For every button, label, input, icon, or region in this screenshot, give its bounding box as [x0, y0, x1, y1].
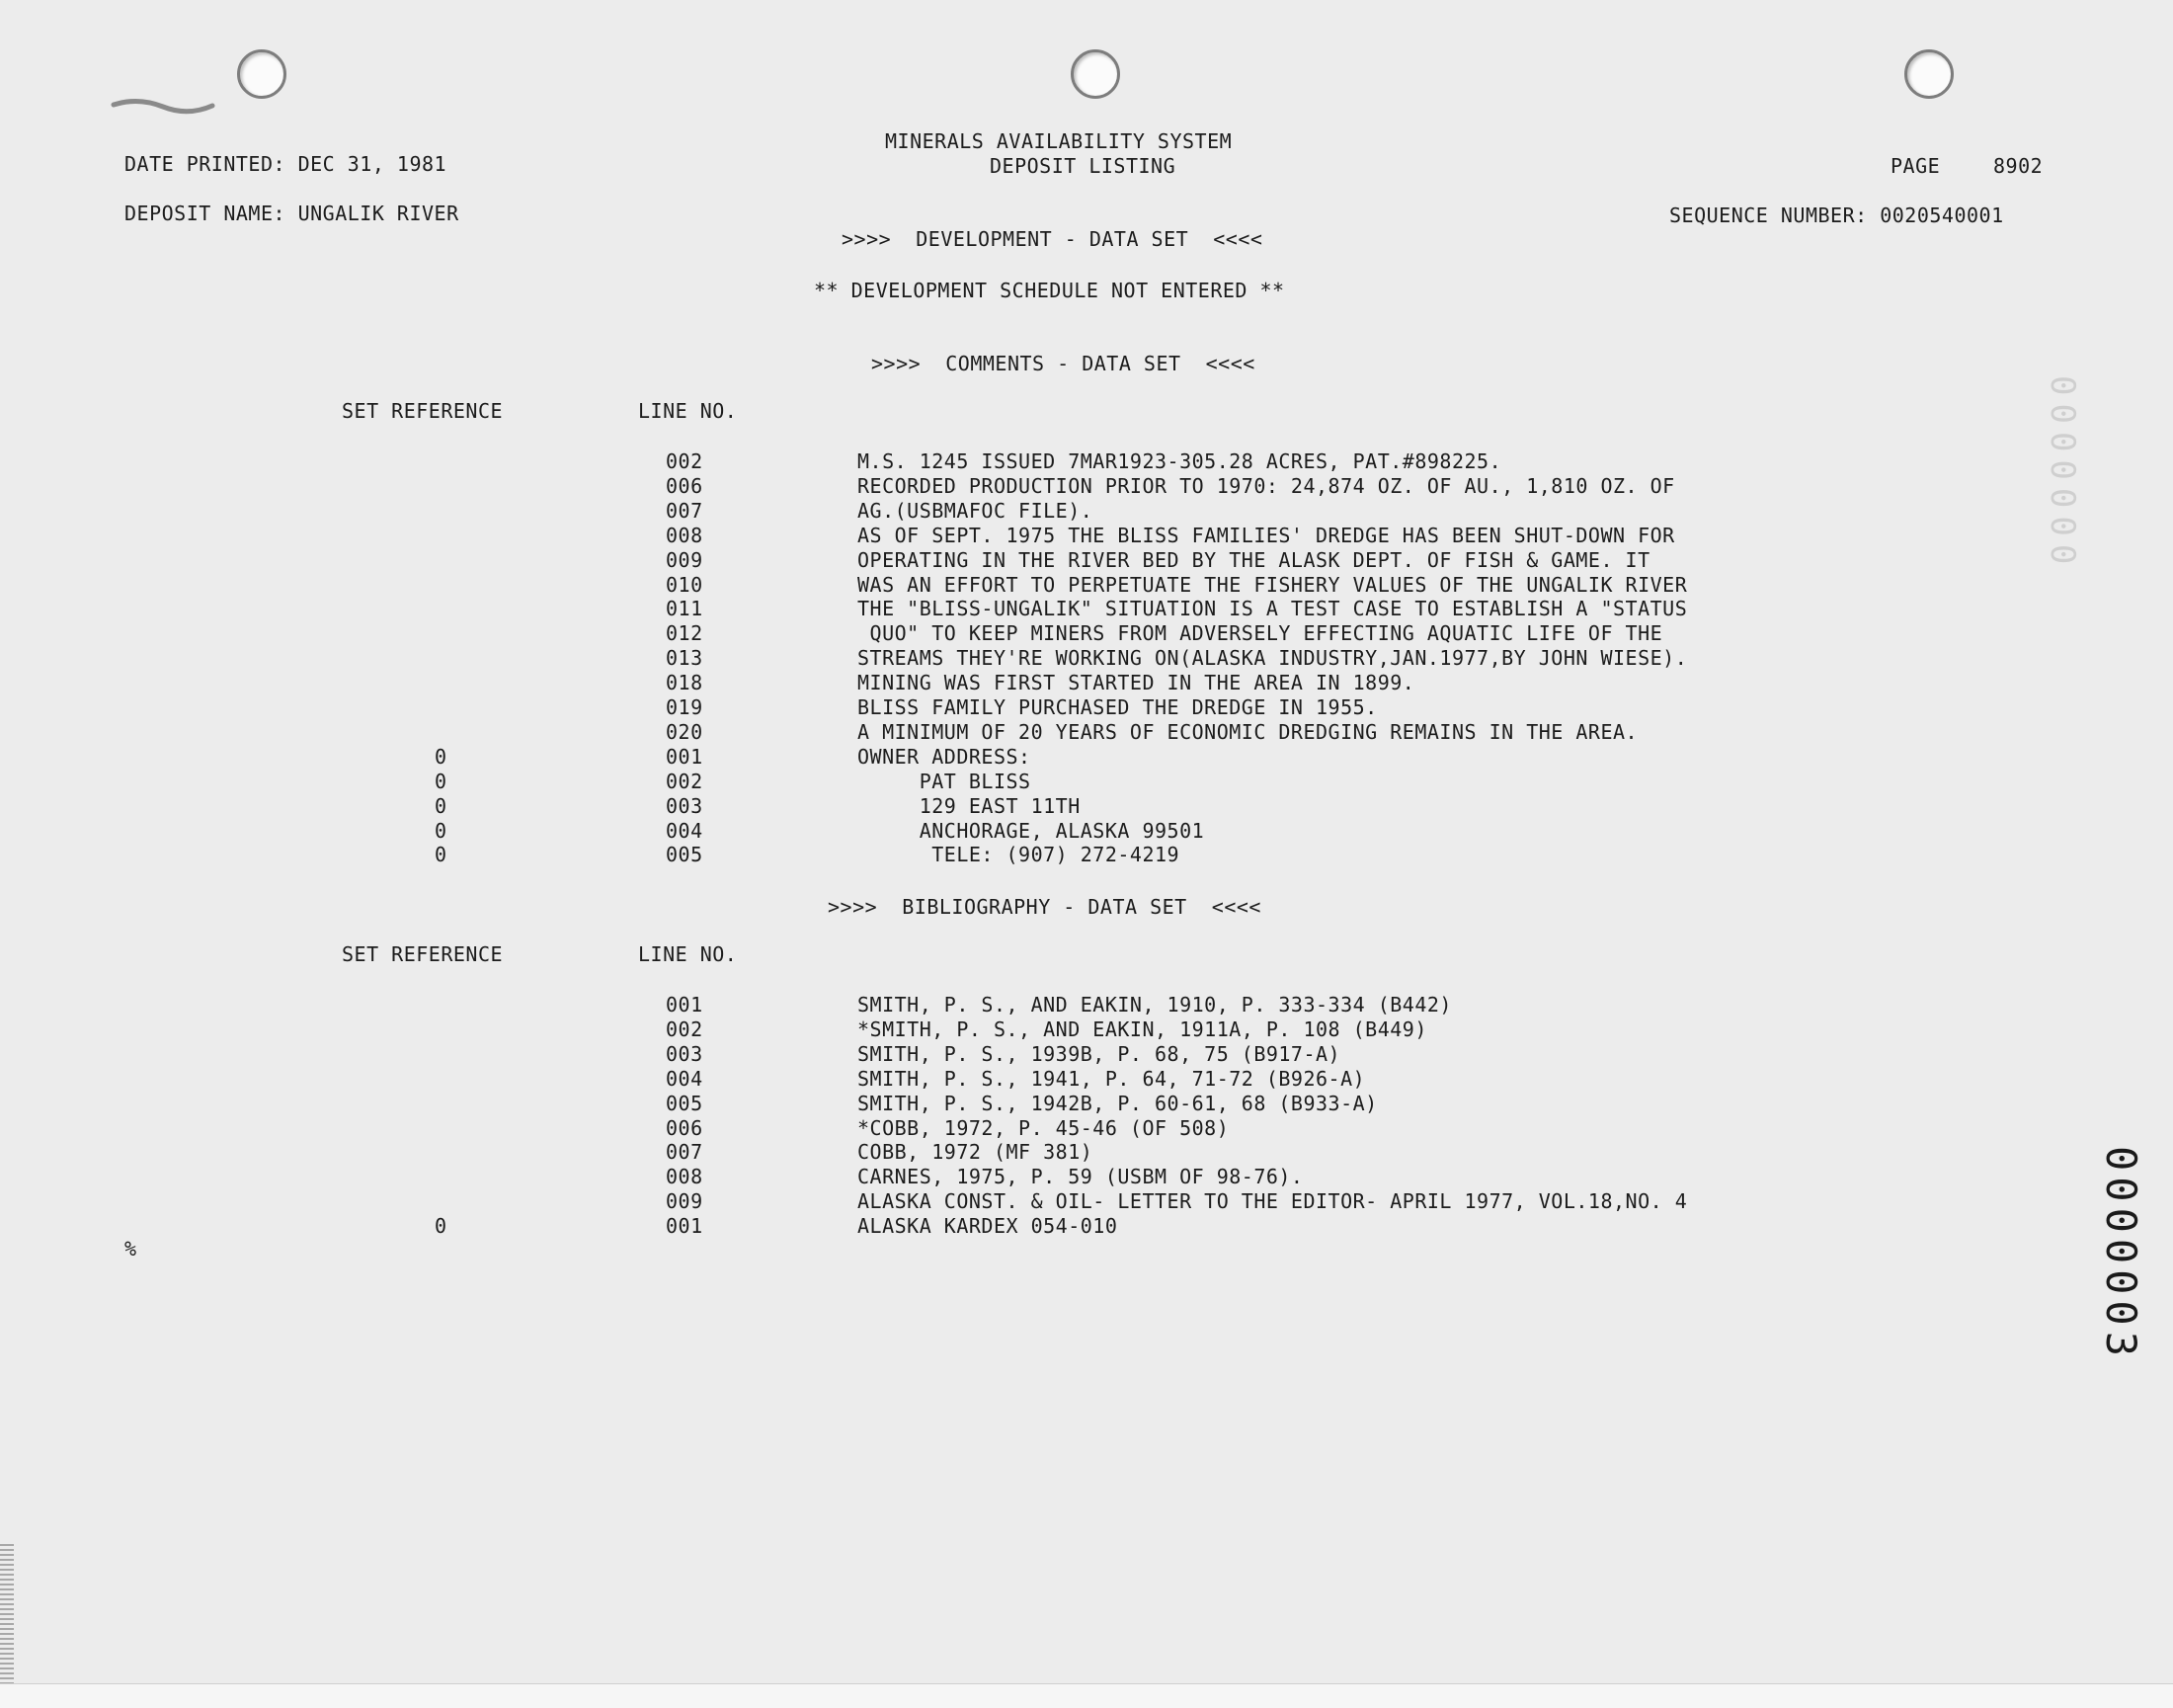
comment-text-cell: THE "BLISS-UNGALIK" SITUATION IS A TEST CASE TO ESTABLISH A "STATUS: [857, 597, 1688, 621]
comment-text-cell: STREAMS THEY'RE WORKING ON(ALASKA INDUSTRY,JAN.1977,BY JOHN WIESE).: [857, 646, 1688, 671]
set-reference-cell: 0: [435, 843, 447, 867]
line-number-cell: 005: [666, 1091, 703, 1115]
line-number-cell: 006: [666, 1115, 703, 1140]
line-number-cell: 003: [666, 1041, 703, 1066]
line-number-cell: 002: [666, 449, 703, 473]
line-number-cell: 002: [666, 1017, 703, 1041]
line-number-cell: 008: [666, 1165, 703, 1189]
bibliography-row: [0, 1140, 2173, 1165]
bibliography-col-line-no: LINE NO.: [638, 942, 738, 966]
comment-text-cell: TELE: (907) 272-4219: [857, 843, 1180, 867]
comments-row: [0, 524, 2173, 548]
comments-row: [0, 671, 2173, 695]
comments-row: [0, 720, 2173, 745]
comments-col-line-no: LINE NO.: [638, 399, 738, 423]
development-status: ** DEVELOPMENT SCHEDULE NOT ENTERED **: [814, 279, 1285, 302]
comments-row: [0, 621, 2173, 646]
comment-text-cell: OWNER ADDRESS:: [857, 744, 1031, 769]
comment-text-cell: RECORDED PRODUCTION PRIOR TO 1970: 24,874 OZ. OF AU., 1,810 OZ. OF: [857, 473, 1675, 498]
comment-text-cell: ANCHORAGE, ALASKA 99501: [857, 818, 1205, 843]
comments-row: [0, 499, 2173, 524]
page-label: PAGE: [1891, 154, 1941, 178]
bibliography-row: [0, 1067, 2173, 1092]
margin-faint-number: 0000000: [2043, 375, 2082, 573]
bibliography-row: [0, 993, 2173, 1017]
comment-text-cell: MINING WAS FIRST STARTED IN THE AREA IN 1899.: [857, 671, 1415, 695]
comments-row: [0, 646, 2173, 671]
set-reference-cell: 0: [435, 793, 447, 818]
comment-text-cell: BLISS FAMILY PURCHASED THE DREDGE IN 1955.: [857, 695, 1378, 719]
comment-text-cell: CARNES, 1975, P. 59 (USBM OF 98-76).: [857, 1165, 1304, 1189]
line-number-cell: 004: [666, 1066, 703, 1091]
set-reference-cell: 0: [435, 744, 447, 769]
comments-row: [0, 695, 2173, 720]
page-number: 8902: [1993, 154, 2044, 178]
comment-text-cell: ALASKA CONST. & OIL- LETTER TO THE EDITOR- APRIL 1977, VOL.18,NO. 4: [857, 1189, 1688, 1214]
pen-mark: [109, 95, 217, 117]
bibliography-row: [0, 1214, 2173, 1239]
comments-row: [0, 573, 2173, 598]
line-number-cell: 003: [666, 793, 703, 818]
comments-row: [0, 770, 2173, 794]
comment-text-cell: SMITH, P. S., 1942B, P. 60-61, 68 (B933-A): [857, 1091, 1378, 1115]
line-number-cell: 008: [666, 523, 703, 547]
line-number-cell: 009: [666, 547, 703, 572]
comment-text-cell: WAS AN EFFORT TO PERPETUATE THE FISHERY VALUES OF THE UNGALIK RIVER: [857, 572, 1688, 597]
punch-hole-center: [1071, 49, 1120, 99]
comment-text-cell: ALASKA KARDEX 054-010: [857, 1214, 1118, 1239]
comments-row: [0, 449, 2173, 474]
line-number-cell: 007: [666, 1140, 703, 1165]
comment-text-cell: *COBB, 1972, P. 45-46 (OF 508): [857, 1115, 1230, 1140]
bibliography-row: [0, 1189, 2173, 1214]
comments-heading: >>>> COMMENTS - DATA SET <<<<: [871, 352, 1255, 375]
line-number-cell: 009: [666, 1189, 703, 1214]
comment-text-cell: QUO" TO KEEP MINERS FROM ADVERSELY EFFECTING AQUATIC LIFE OF THE: [857, 621, 1663, 646]
comments-row: [0, 794, 2173, 819]
punch-hole-left: [237, 49, 286, 99]
deposit-name: DEPOSIT NAME: UNGALIK RIVER: [124, 202, 459, 225]
bibliography-row: [0, 1042, 2173, 1067]
punch-hole-right: [1904, 49, 1954, 99]
bibliography-col-set-reference: SET REFERENCE: [342, 942, 504, 966]
comments-row: [0, 548, 2173, 573]
listing-title: DEPOSIT LISTING: [990, 154, 1176, 178]
comments-row: [0, 843, 2173, 867]
comment-text-cell: OPERATING IN THE RIVER BED BY THE ALASK DEPT. OF FISH & GAME. IT: [857, 547, 1650, 572]
date-printed: DATE PRINTED: DEC 31, 1981: [124, 152, 447, 176]
line-number-cell: 001: [666, 993, 703, 1017]
line-number-cell: 020: [666, 719, 703, 744]
end-marker: %: [124, 1237, 137, 1261]
comment-text-cell: *SMITH, P. S., AND EAKIN, 1911A, P. 108 (B449): [857, 1017, 1427, 1041]
comments-col-set-reference: SET REFERENCE: [342, 399, 504, 423]
comments-row: [0, 745, 2173, 770]
system-title: MINERALS AVAILABILITY SYSTEM: [885, 129, 1233, 153]
line-number-cell: 012: [666, 621, 703, 646]
comment-text-cell: SMITH, P. S., 1939B, P. 68, 75 (B917-A): [857, 1041, 1341, 1066]
line-number-cell: 011: [666, 597, 703, 621]
bibliography-heading: >>>> BIBLIOGRAPHY - DATA SET <<<<: [828, 895, 1261, 919]
sequence-number: SEQUENCE NUMBER: 0020540001: [1669, 203, 2004, 227]
line-number-cell: 007: [666, 498, 703, 523]
comment-text-cell: 129 EAST 11TH: [857, 793, 1081, 818]
set-reference-cell: 0: [435, 1214, 447, 1239]
comment-text-cell: COBB, 1972 (MF 381): [857, 1140, 1093, 1165]
comment-text-cell: AS OF SEPT. 1975 THE BLISS FAMILIES' DREDGE HAS BEEN SHUT-DOWN FOR: [857, 523, 1675, 547]
set-reference-cell: 0: [435, 769, 447, 793]
comment-text-cell: A MINIMUM OF 20 YEARS OF ECONOMIC DREDGING REMAINS IN THE AREA.: [857, 719, 1639, 744]
bibliography-row: [0, 1165, 2173, 1189]
bibliography-row: [0, 1017, 2173, 1042]
line-number-cell: 006: [666, 473, 703, 498]
comment-text-cell: SMITH, P. S., AND EAKIN, 1910, P. 333-334 (B442): [857, 993, 1452, 1017]
comments-row: [0, 474, 2173, 499]
comment-text-cell: M.S. 1245 ISSUED 7MAR1923-305.28 ACRES, PAT.#898225.: [857, 449, 1502, 473]
line-number-cell: 001: [666, 1214, 703, 1239]
set-reference-cell: 0: [435, 818, 447, 843]
bibliography-row: [0, 1092, 2173, 1116]
line-number-cell: 005: [666, 843, 703, 867]
line-number-cell: 002: [666, 769, 703, 793]
comment-text-cell: SMITH, P. S., 1941, P. 64, 71-72 (B926-A): [857, 1066, 1366, 1091]
comments-row: [0, 597, 2173, 621]
bibliography-row: [0, 1116, 2173, 1141]
comment-text-cell: PAT BLISS: [857, 769, 1031, 793]
development-heading: >>>> DEVELOPMENT - DATA SET <<<<: [842, 227, 1263, 251]
line-number-cell: 018: [666, 671, 703, 695]
line-number-cell: 013: [666, 646, 703, 671]
line-number-cell: 019: [666, 695, 703, 719]
comments-row: [0, 819, 2173, 844]
page-bottom-edge: [0, 1683, 2173, 1708]
line-number-cell: 004: [666, 818, 703, 843]
line-number-cell: 010: [666, 572, 703, 597]
comment-text-cell: AG.(USBMAFOC FILE).: [857, 498, 1093, 523]
margin-stamp-number: 0000003: [2097, 1146, 2145, 1363]
line-number-cell: 001: [666, 744, 703, 769]
scan-edge-marks: [0, 1541, 14, 1689]
